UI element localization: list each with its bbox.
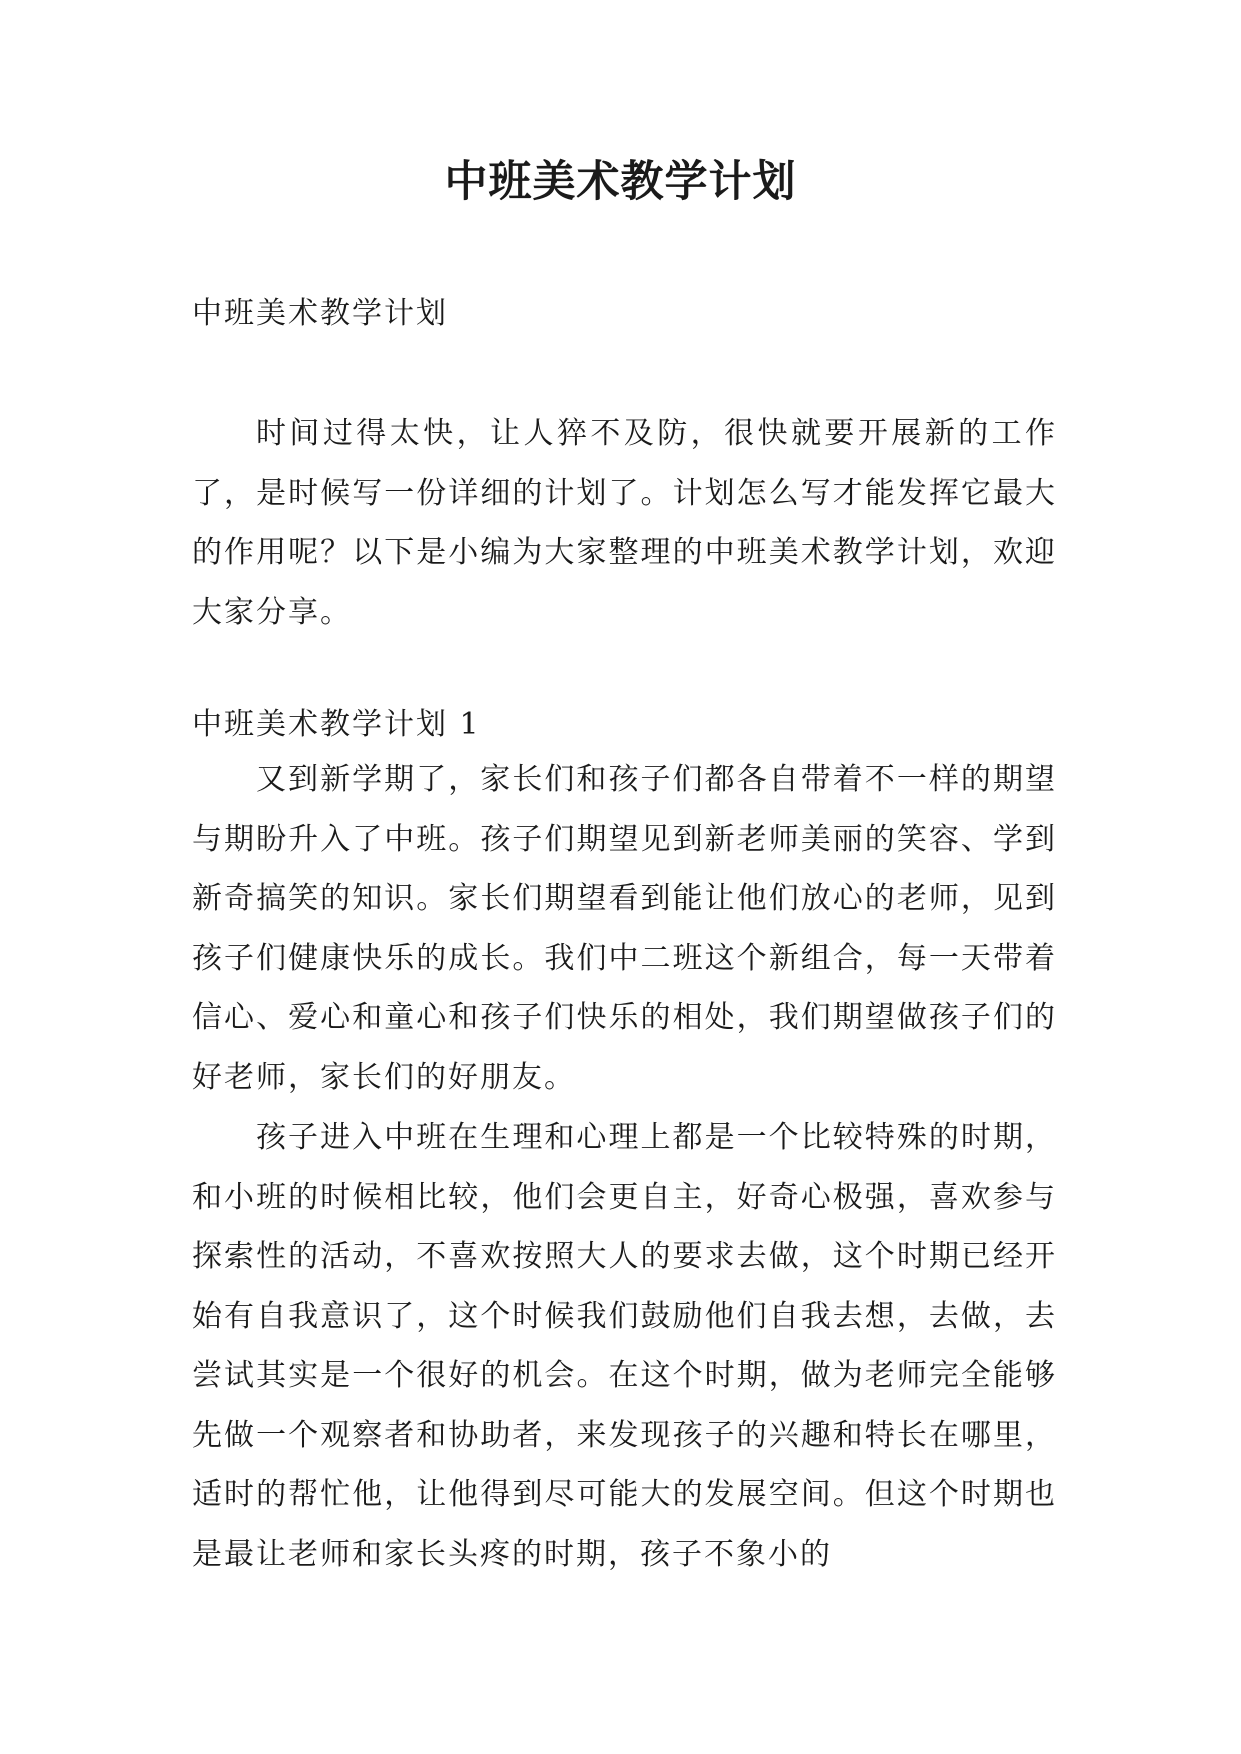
body-paragraph: 孩子进入中班在生理和心理上都是一个比较特殊的时期，和小班的时候相比较，他们会更自主，好奇心极强，喜欢参与探索性的活动，不喜欢按照大人的要求去做，这个时期已经开始有自我意识了，这个时候我们鼓励他们自我去想，去做，去尝试其实是一个很好的机会。在这个时期，做为老师完全能够先做一个观察者和协助者，来发现孩子的兴趣和特长在哪里，适时的帮忙他，让他得到尽可能大的发展空间。但这个时期也是最让老师和家长头疼的时期，孩子不象小的	[192, 1120, 1057, 1572]
document-subtitle: 中班美术教学计划	[192, 296, 448, 331]
section-heading: 中班美术教学计划 1	[192, 707, 481, 742]
body-paragraph: 又到新学期了，家长们和孩子们都各自带着不一样的期望与期盼升入了中班。孩子们期望见到新老师美丽的笑容、学到新奇搞笑的知识。家长们期望看到能让他们放心的老师，见到孩子们健康快乐的成长。我们中二班这个新组合，每一天带着信心、爱心和童心和孩子们快乐的相处，我们期望做孩子们的好老师，家长们的好朋友。	[192, 762, 1057, 1095]
intro-paragraph: 时间过得太快，让人猝不及防，很快就要开展新的工作了，是时候写一份详细的计划了。计划怎么写才能发挥它最大的作用呢？以下是小编为大家整理的中班美术教学计划，欢迎大家分享。	[192, 416, 1057, 630]
document-title: 中班美术教学计划	[444, 157, 797, 207]
